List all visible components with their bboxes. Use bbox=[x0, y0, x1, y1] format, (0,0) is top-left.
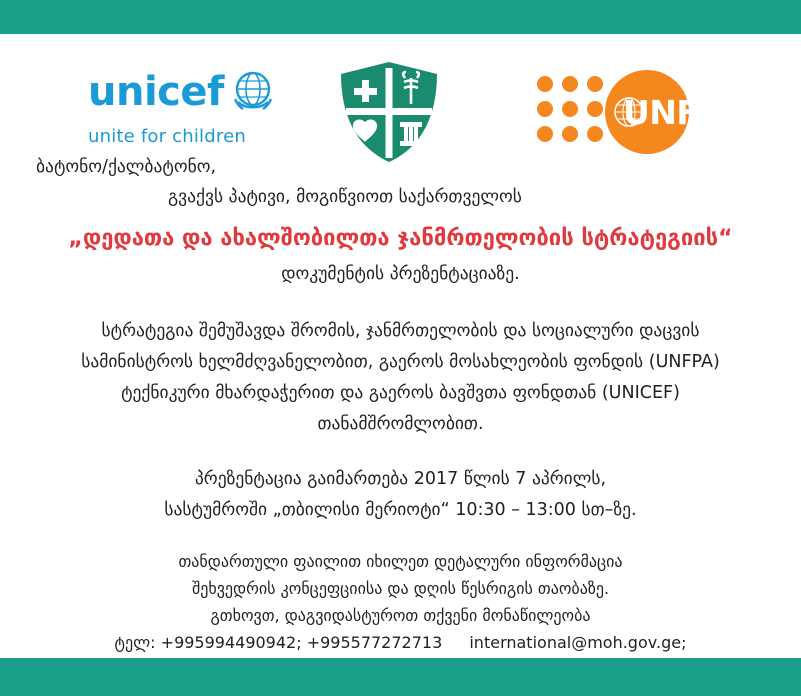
letter-body bbox=[0, 152, 801, 656]
event-venue-line: სასტუმროში „თბილისი მერიოტი“ 10:30 – 13:00 სთ–ზე. bbox=[164, 500, 637, 520]
unfpa-dots-icon bbox=[537, 76, 615, 148]
unicef-wordmark: unicef bbox=[88, 69, 224, 115]
unfpa-wordmark: UNFPA bbox=[623, 93, 745, 132]
paragraph-background bbox=[0, 316, 801, 440]
invite-line: გვაქვს პატივი, მოგიწვიოთ საქართველოს bbox=[168, 187, 522, 207]
unicef-logo bbox=[88, 68, 338, 148]
attachment-note-line: თანდართული ფაილით იხილეთ დეტალური ინფორმაცია bbox=[178, 552, 623, 571]
phone-label: ტელ: bbox=[114, 633, 156, 652]
attachment-note-line: გთხოვთ, დაგვიდასტუროთ თქვენი მონაწილეობა bbox=[210, 606, 591, 625]
contact-line bbox=[0, 629, 801, 656]
ministry-of-health-shield-icon bbox=[338, 60, 440, 164]
paragraph-attachment-note bbox=[0, 548, 801, 629]
bottom-color-band bbox=[0, 658, 801, 696]
paragraph-background-line: თანამშრომლობით. bbox=[317, 414, 484, 434]
logo-row bbox=[0, 34, 801, 152]
strategy-title: „დედათა და ახალშობილთა ჯანმრთელობის სტრატეგიის“ bbox=[68, 226, 733, 251]
phone-numbers: +995994490942; +995577272713 bbox=[160, 633, 443, 652]
paragraph-background-line: სტრატეგია შემუშავდა შრომის, ჯანმრთელობის და სოციალური დაცვის bbox=[101, 321, 700, 341]
unicef-tagline: unite for children bbox=[88, 126, 246, 147]
event-date-line: პრეზენტაცია გაიმართება 2017 წლის 7 აპრილს, bbox=[194, 469, 607, 489]
unfpa-logo bbox=[537, 64, 745, 160]
attachment-note-line: შეხვედრის კონცეფციისა და დღის წესრიგის თაობაზე. bbox=[191, 579, 610, 598]
paragraph-background-line: ტექნიკური მხარდაჭერით და გაეროს ბავშვთა ფონდთან (UNICEF) bbox=[121, 383, 680, 403]
paragraph-event-details bbox=[0, 464, 801, 526]
paragraph-background-line: სამინისტროს ხელმძღვანელობით, გაეროს მოსახლეობის ფონდის (UNFPA) bbox=[81, 352, 720, 372]
contact-email[interactable]: international@moh.gov.ge; bbox=[469, 633, 687, 652]
unicef-globe-icon bbox=[231, 68, 275, 116]
presentation-subline: დოკუმენტის პრეზენტაციაზე. bbox=[281, 264, 520, 284]
salutation: ბატონო/ქალბატონო, bbox=[36, 157, 217, 177]
top-color-band bbox=[0, 0, 801, 34]
